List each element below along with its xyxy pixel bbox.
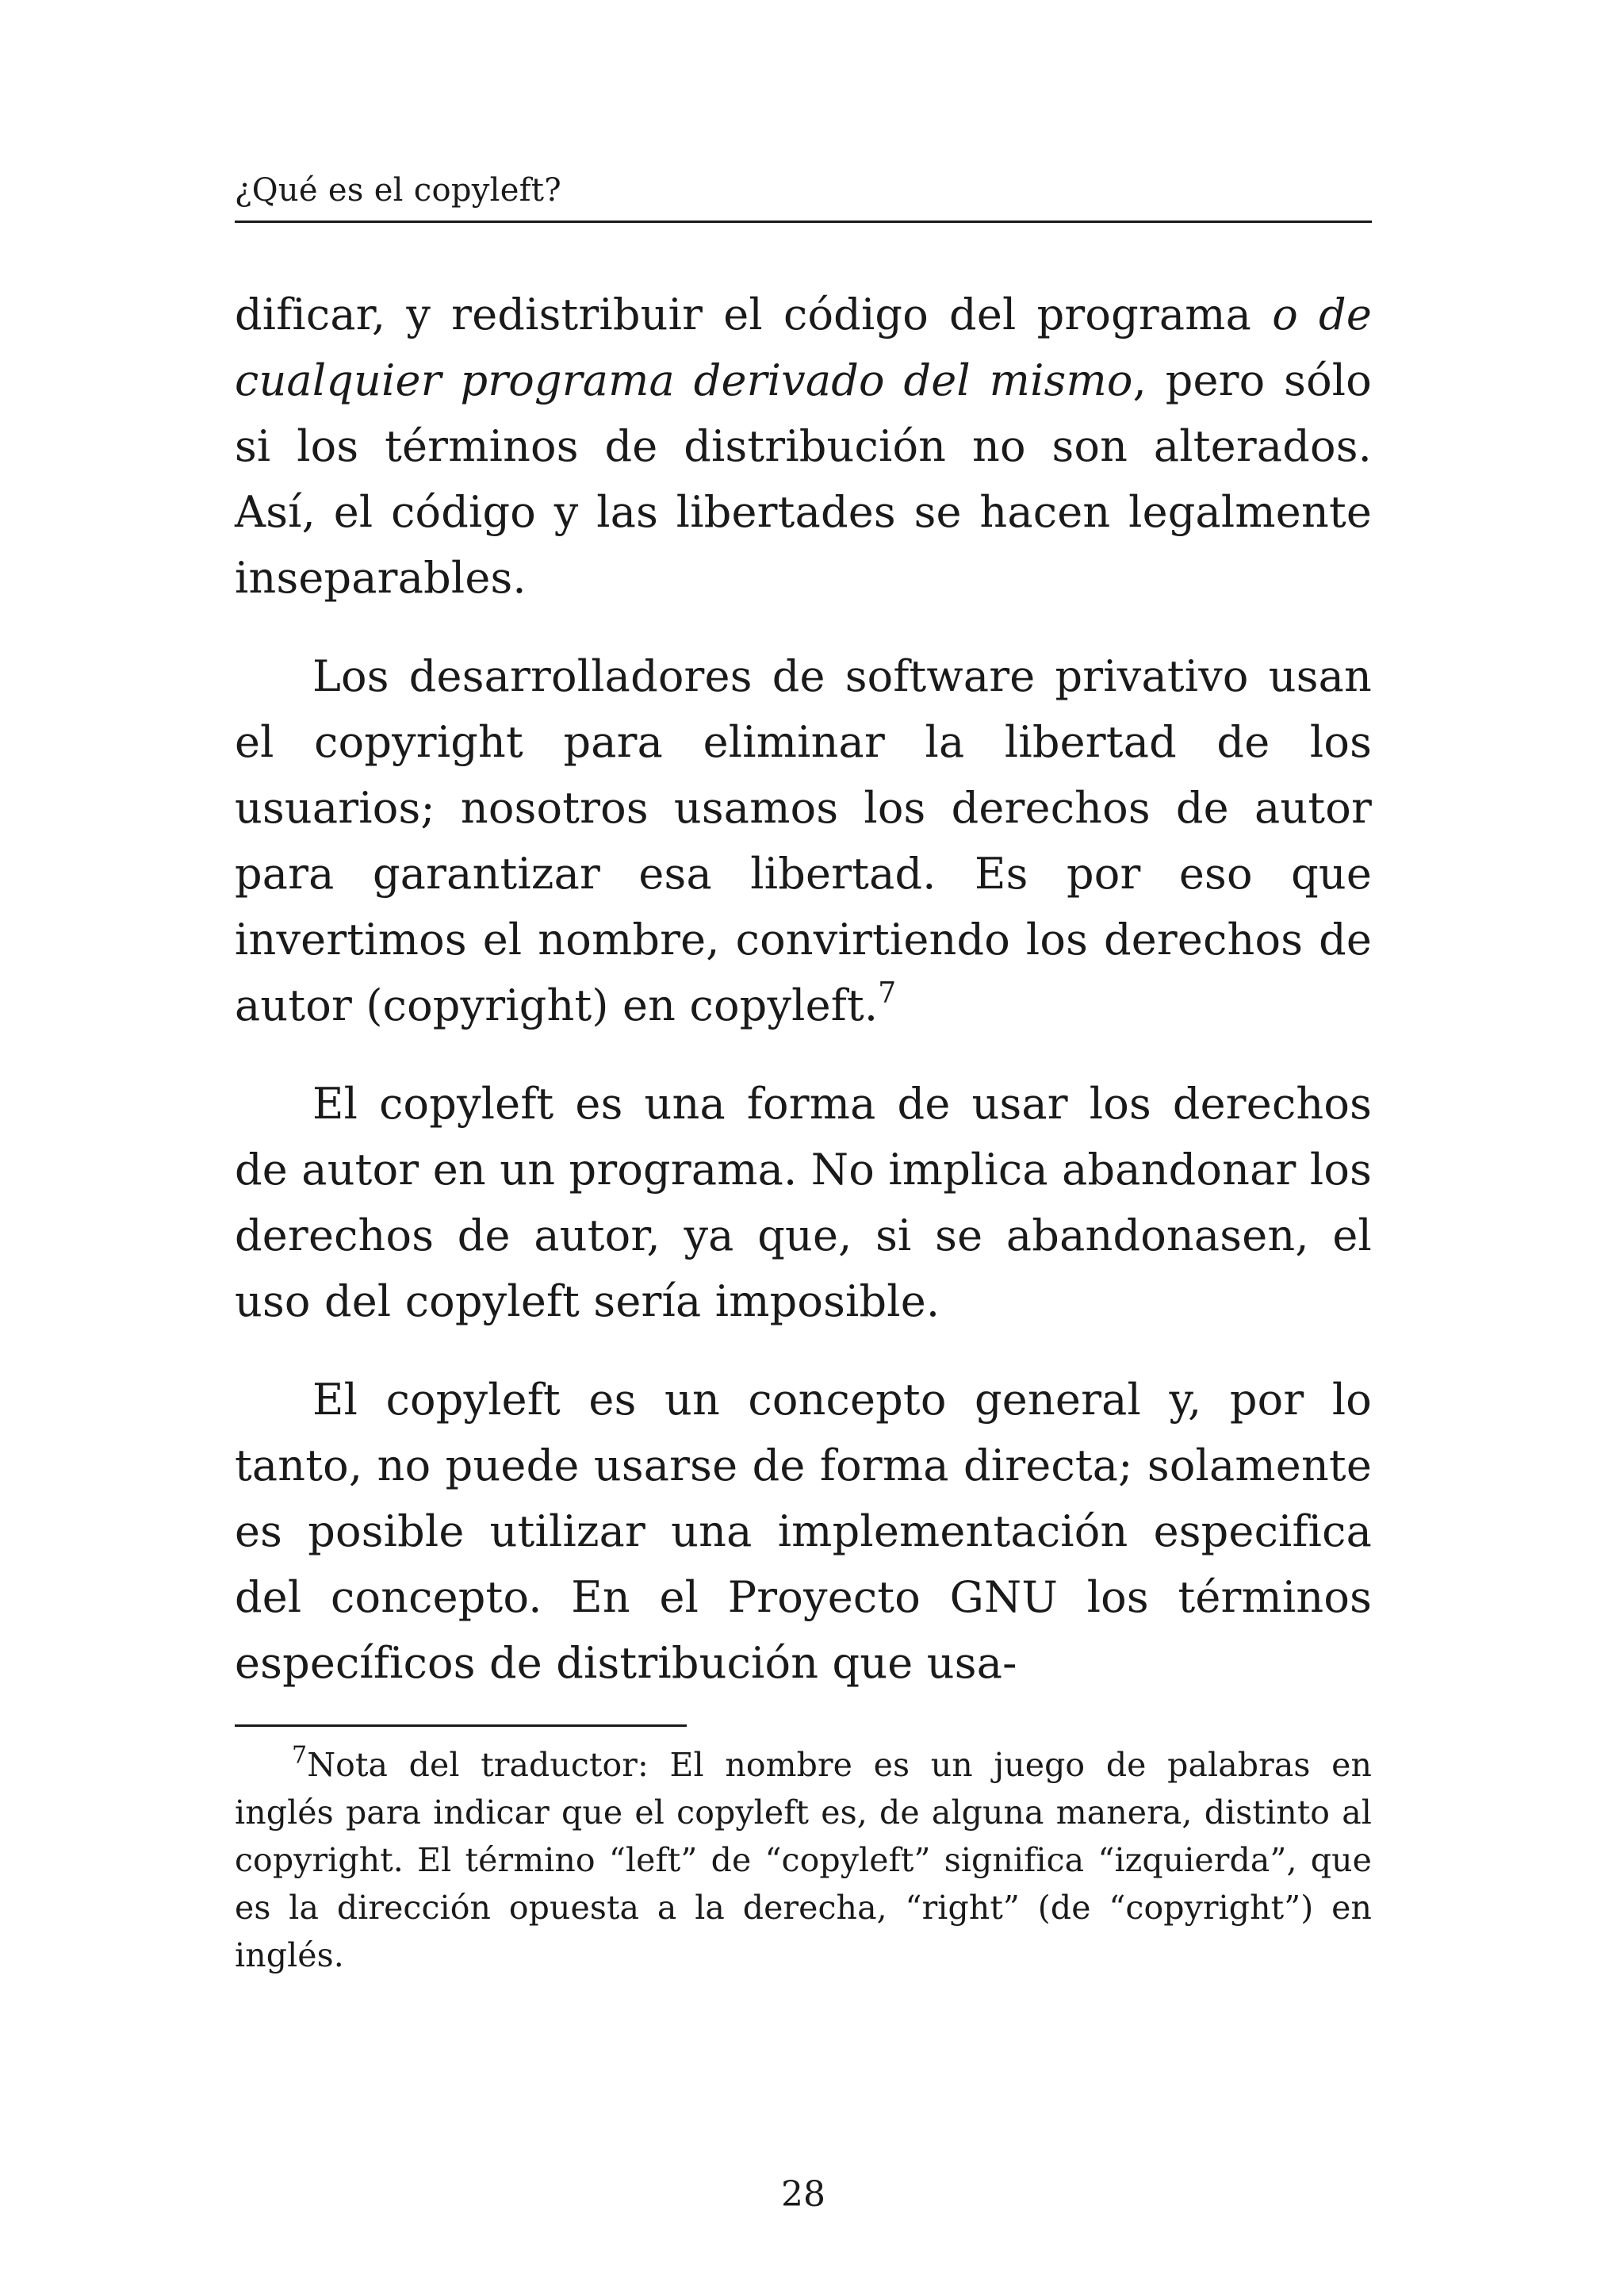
paragraph-4: El copyleft es un concepto general y, por lo tanto, no puede usarse de forma directa; solamente es posible utilizar una implementación especifica del concepto. En el Proyecto GNU los términos específicos de distribución que usa- (235, 1375, 1372, 1688)
book-page (235, 0, 1372, 2290)
page-number: 28 (781, 2174, 825, 2215)
paragraph-1-end: , pero sólo si los términos de distribución no son alterados. Así, el código y las libertades se hacen legalmente inseparables. (235, 355, 1372, 603)
body-text (235, 282, 1372, 1696)
paragraph-3: El copyleft es una forma de usar los derechos de autor en un programa. No implica abandonar los derechos de autor, ya que, si se abandonasen, el uso del copyleft sería imposible. (235, 1079, 1372, 1326)
paragraph-2 (235, 643, 1372, 1038)
paragraph-1-emphasis: o de cualquier programa derivado del mismo (235, 290, 1372, 405)
header-rule (235, 221, 1372, 223)
footnote (235, 1741, 1372, 1979)
footnote-reference[interactable]: 7 (878, 976, 897, 1010)
paragraph-1 (235, 282, 1372, 611)
paragraph-2-text: Los desarrolladores de software privativo usan el copyright para eliminar la libertad de los usuarios; nosotros usamos los derechos de autor para garantizar esa libertad. Es por eso que invertimos el nombre, convirtiendo los derechos de autor (copyright) en copyleft. (235, 651, 1372, 1030)
paragraph-1-start: dificar, y redistribuir el código del programa (235, 290, 1273, 339)
footnote-text: Nota del traductor: El nombre es un juego de palabras en inglés para indicar que el copyleft es, de alguna manera, distinto al copyright. El término “left” de “copyleft” significa “izquierda”, que es la dirección opuesta a la derecha, “right” (de “copyright”) en inglés. (235, 1746, 1372, 1974)
footnote-mark: 7 (292, 1741, 308, 1770)
running-head: ¿Qué es el copyleft? (235, 172, 561, 209)
footnote-rule (235, 1724, 687, 1727)
